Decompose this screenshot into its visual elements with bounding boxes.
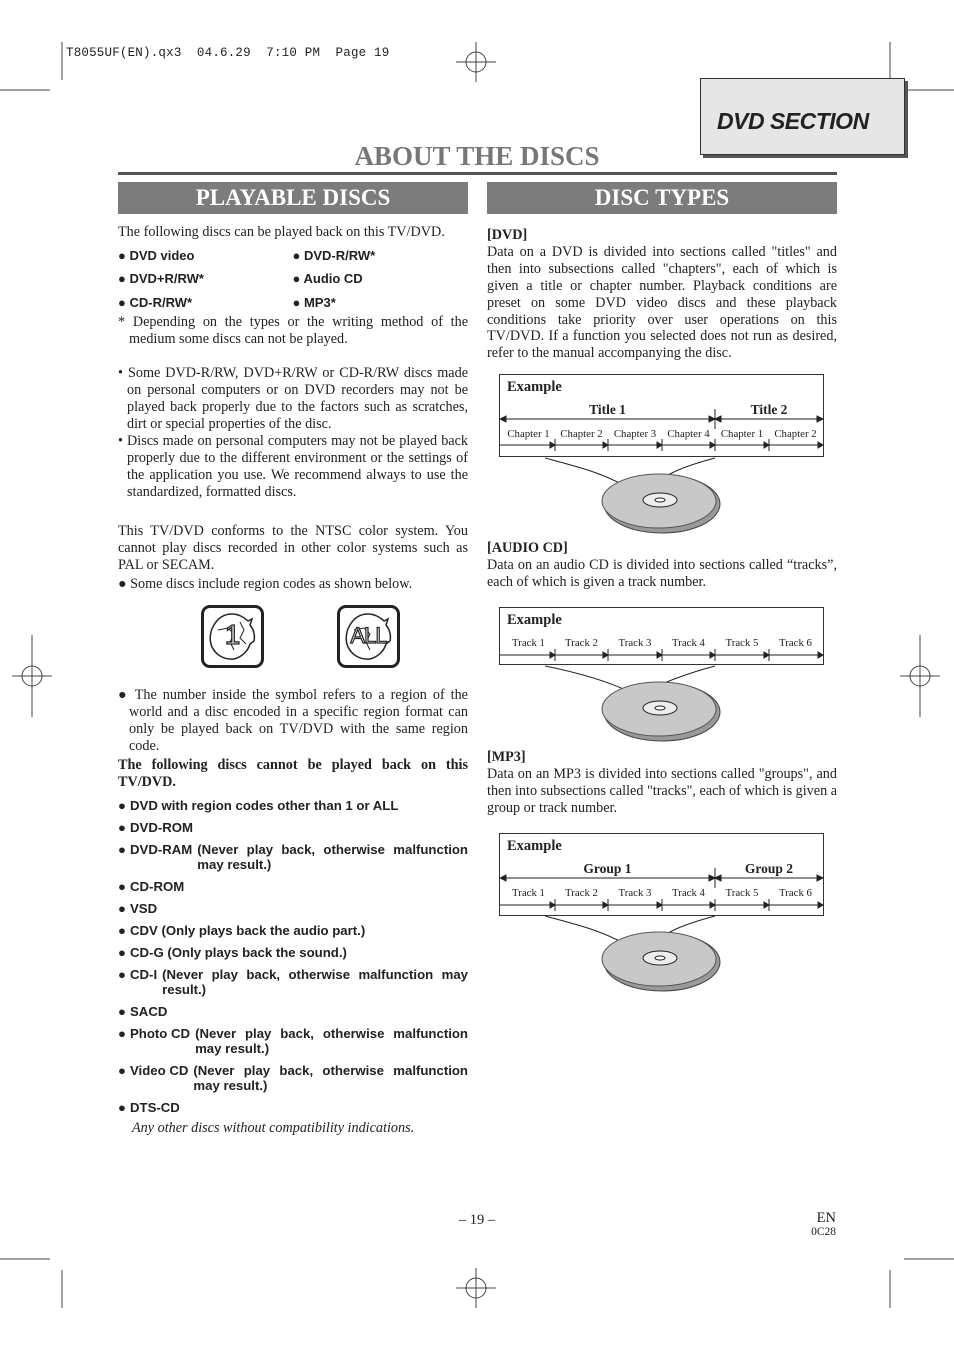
page-title: ABOUT THE DISCS <box>354 141 600 171</box>
list-item: ● CD-R/RW* <box>118 294 193 310</box>
list-item: ● DVD-ROM <box>118 819 194 835</box>
cd-label: [AUDIO CD] <box>487 540 568 556</box>
dvd-text: Data on a DVD is divided into sections called "titles" and then into subsections called "chapters", each of which is given a title or chapter number. Playback conditions are preset on some DVD video discs and these playback conditions take priority over user operations on this TV/DVD. If a function you selected does not run as desired, refer to the manual accompanying the disc. <box>487 243 837 362</box>
list-item: ● DTS-CD <box>118 1099 180 1115</box>
list-item: ● SACD <box>118 1003 168 1019</box>
list-item: ● CD-ROM <box>118 878 185 894</box>
cannot-list <box>118 798 468 1115</box>
example-label: Example <box>507 612 562 628</box>
mp3-example-box: Example Group 1 Group 2 Track 1 Track 2 Track 3 Track 4 Track 5 Track 6 <box>499 833 824 916</box>
region-1-icon: 1 <box>201 605 264 668</box>
cd-example-box: Example Track 1 Track 2 Track 3 Track 4 Track 5 Track 6 <box>499 607 824 665</box>
mp3-label: [MP3] <box>487 749 526 765</box>
list-item: ● DVD+R/RW* <box>118 271 204 287</box>
playable-discs-heading: PLAYABLE DISCS <box>118 182 468 214</box>
list-item: ● VSD <box>118 900 158 916</box>
list-item: ● Photo CD (Never play back, otherwise malfunction may result.) <box>118 1025 468 1056</box>
list-item: ● MP3* <box>292 294 336 310</box>
note-item: • Discs made on personal computers may not be played back properly due to the different environment or the settings of the application you use. We recommend always to use the standardized, formatted discs. <box>118 432 468 500</box>
dvd-disc-icon <box>545 446 785 536</box>
print-slug: T8055UF(EN).qx3 04.6.29 7:10 PM Page 19 <box>66 46 390 60</box>
list-item: ● DVD with region codes other than 1 or ALL <box>118 797 399 813</box>
playable-intro: The following discs can be played back on this TV/DVD. <box>118 224 445 240</box>
region-all-icon: ALL <box>337 605 400 668</box>
disc-types-heading: DISC TYPES <box>487 182 837 214</box>
list-item: ● DVD-R/RW* <box>292 247 376 263</box>
cd-track-arrows <box>500 608 825 666</box>
list-item: ● CDV (Only plays back the audio part.) <box>118 922 366 938</box>
playable-list <box>118 244 467 315</box>
other-discs-note: Any other discs without compatibility indications. <box>132 1119 415 1136</box>
region-icons <box>118 605 468 687</box>
cd-text: Data on an audio CD is divided into sections called “tracks”, each of which is given a track number. <box>487 556 837 590</box>
example-label: Example <box>507 379 562 395</box>
page-number: – 19 – <box>458 1212 496 1228</box>
list-item: ● DVD-RAM (Never play back, otherwise malfunction may result.) <box>118 841 468 872</box>
list-item: ● CD-I (Never play back, otherwise malfunction may result.) <box>118 966 468 997</box>
dvd-section <box>487 227 837 362</box>
language-code: EN <box>816 1210 836 1226</box>
section-tab-label: DVD SECTION <box>717 108 869 134</box>
region-intro: ● Some discs include region codes as shown below. <box>118 576 413 593</box>
left-column <box>118 224 468 1136</box>
mp3-disc-icon <box>545 904 785 994</box>
mp3-section <box>487 749 837 817</box>
list-item: ● Audio CD <box>292 271 363 287</box>
cd-section <box>487 540 837 591</box>
list-item: ● CD-G (Only plays back the sound.) <box>118 944 347 960</box>
cannot-heading: The following discs cannot be played back on this TV/DVD. <box>118 756 468 790</box>
dvd-label: [DVD] <box>487 227 528 243</box>
title-rule <box>118 172 837 175</box>
document-code: 0C28 <box>811 1226 836 1238</box>
cd-disc-icon <box>545 662 785 752</box>
list-item: ● DVD video <box>118 247 195 263</box>
playable-footnote: * Depending on the types or the writing method of the medium some discs can not be played. <box>118 314 468 348</box>
note-item: • Some DVD-R/RW, DVD+R/RW or CD-R/RW discs made on personal computers or on DVD recorders may not be played back properly due to the factors such as scratches, dirt or special properties of the disc. <box>118 365 468 432</box>
region-note: ● The number inside the symbol refers to a region of the world and a disc encoded in a specific region format can only be played back on TV/DVD with the same region code. <box>118 687 468 754</box>
dvd-example-box: Example Title 1 Title 2 Chapter 1 Chapter 2 Chapter 3 Chapter 4 Chapter 1 Chapter 2 <box>499 374 824 457</box>
ntsc-paragraph: This TV/DVD conforms to the NTSC color system. You cannot play discs recorded in other color systems such as PAL or SECAM. <box>118 523 468 574</box>
list-item: ● Video CD (Never play back, otherwise malfunction may result.) <box>118 1062 468 1093</box>
mp3-text: Data on an MP3 is divided into sections called "groups", and then into subsections called "tracks", each of which is given a group or track number. <box>487 765 838 816</box>
example-label: Example <box>507 838 562 854</box>
